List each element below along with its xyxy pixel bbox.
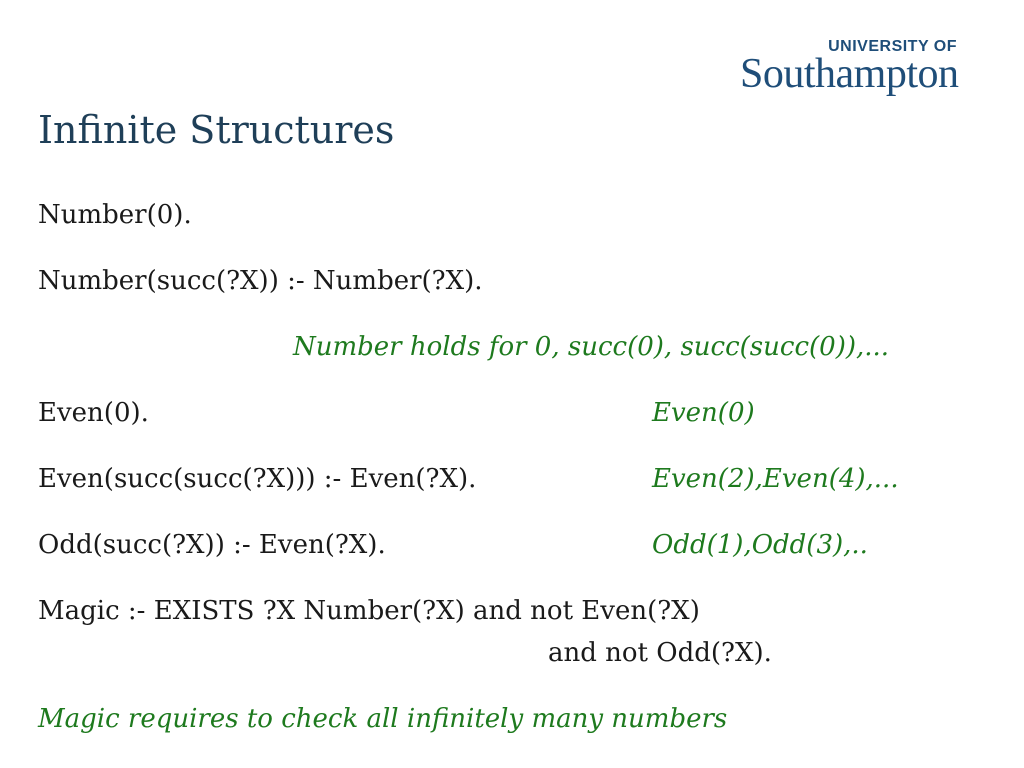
logo-main-text: Southampton [740, 51, 959, 97]
odd-annotation: Odd(1),Odd(3),.. [652, 530, 868, 560]
rule-odd: Odd(succ(?X)) :- Even(?X). [38, 530, 386, 560]
rule-magic-line1: Magic :- EXISTS ?X Number(?X) and not Even(?X) [38, 596, 700, 626]
even-base-annotation: Even(0) [652, 398, 755, 428]
logo-top-text: UNIVERSITY OF [828, 38, 957, 55]
university-logo [740, 38, 985, 98]
number-annotation: Number holds for 0, succ(0), succ(succ(0)),... [293, 332, 890, 362]
rule-even-succ: Even(succ(succ(?X))) :- Even(?X). [38, 464, 477, 494]
rule-magic-line2: and not Odd(?X). [548, 638, 772, 668]
slide-title: Infinite Structures [38, 108, 395, 152]
rule-even-base: Even(0). [38, 398, 149, 428]
rule-number-succ: Number(succ(?X)) :- Number(?X). [38, 266, 483, 296]
rule-number-base: Number(0). [38, 200, 192, 230]
magic-annotation: Magic requires to check all infinitely many numbers [38, 704, 728, 734]
even-succ-annotation: Even(2),Even(4),... [652, 464, 899, 494]
